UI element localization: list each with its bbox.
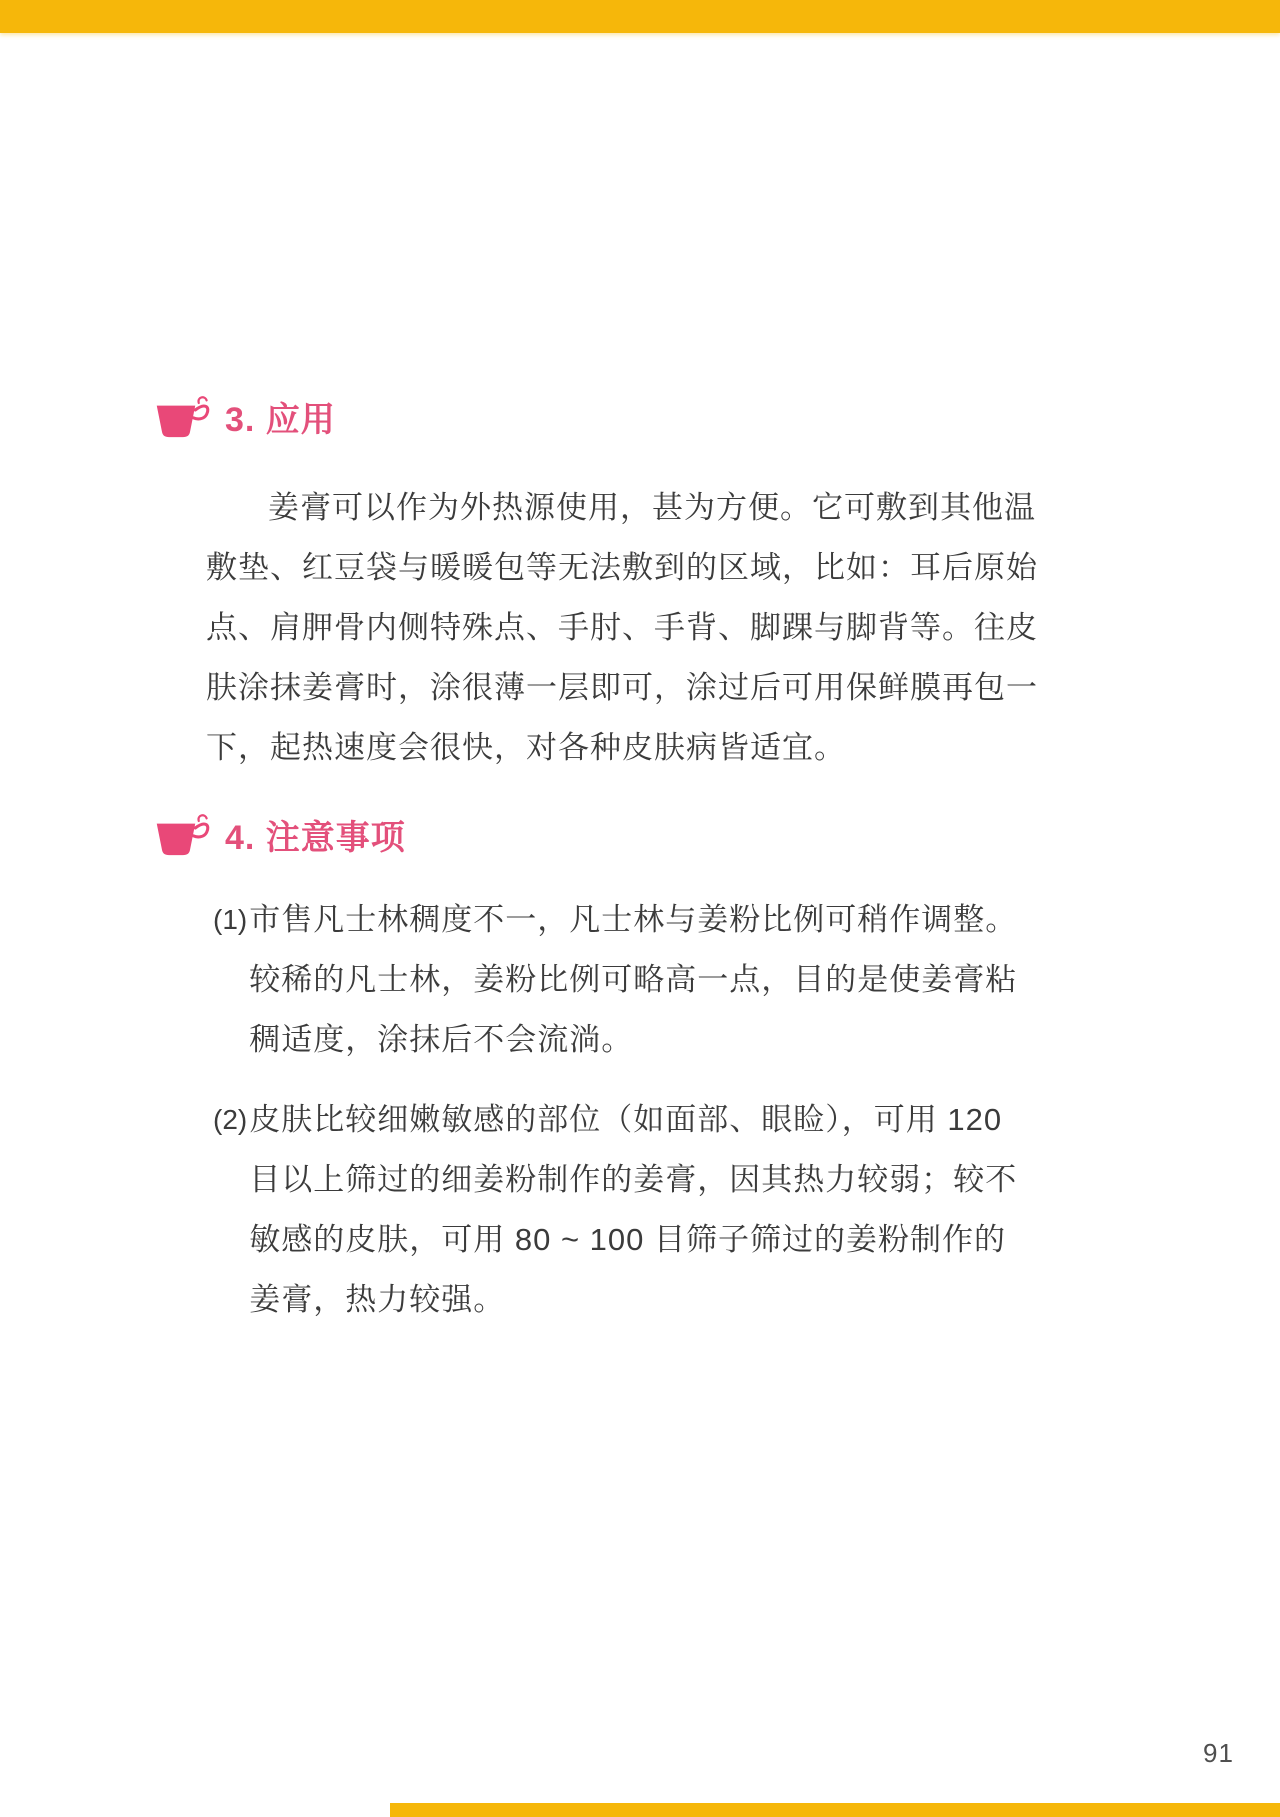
teacup-icon (155, 393, 211, 441)
list-item-text (249, 1090, 1017, 1330)
item-line: 稠适度，涂抹后不会流淌。 (249, 1022, 634, 1057)
section-notes-heading-row (155, 810, 406, 859)
paragraph-line: 肤涂抹姜膏时，涂很薄一层即可，涂过后可用保鲜膜再包一 (206, 670, 1038, 705)
list-item-marker: (2) (213, 1104, 248, 1135)
item-line: 较稀的凡士林，姜粉比例可略高一点，目的是使姜膏粘 (249, 962, 1018, 997)
list-item (213, 1090, 1113, 1330)
list-item-text (249, 890, 1017, 1070)
item-line: 市售凡士林稠度不一，凡士林与姜粉比例可稍作调整。 (249, 902, 1018, 937)
paragraph-line: 姜膏可以作为外热源使用，甚为方便。它可敷到其他温 (268, 490, 1036, 525)
list-item-marker: (1) (213, 904, 248, 935)
page-number: 91 (1203, 1738, 1234, 1768)
section-heading: 4. 注意事项 (225, 819, 406, 857)
top-accent-bar (0, 0, 1280, 33)
paragraph-line: 下，起热速度会很快，对各种皮肤病皆适宜。 (206, 730, 846, 765)
application-paragraph (206, 478, 1106, 778)
item-line: 皮肤比较细嫩敏感的部位（如面部、眼睑），可用 120 (249, 1102, 1003, 1137)
section-heading: 3. 应用 (225, 401, 336, 439)
section-application-heading-row (155, 392, 336, 441)
paragraph-line: 敷垫、红豆袋与暖暖包等无法敷到的区域，比如：耳后原始 (206, 550, 1038, 585)
teacup-icon (155, 811, 211, 859)
item-line: 目以上筛过的细姜粉制作的姜膏，因其热力较弱；较不 (249, 1162, 1018, 1197)
paragraph-line: 点、肩胛骨内侧特殊点、手肘、手背、脚踝与脚背等。往皮 (206, 610, 1038, 645)
notes-list (213, 890, 1113, 1330)
list-item (213, 890, 1113, 1070)
item-line: 敏感的皮肤，可用 80 ~ 100 目筛子筛过的姜粉制作的 (249, 1222, 1006, 1257)
bottom-accent-bar (390, 1803, 1280, 1817)
item-line: 姜膏，热力较强。 (249, 1282, 506, 1317)
